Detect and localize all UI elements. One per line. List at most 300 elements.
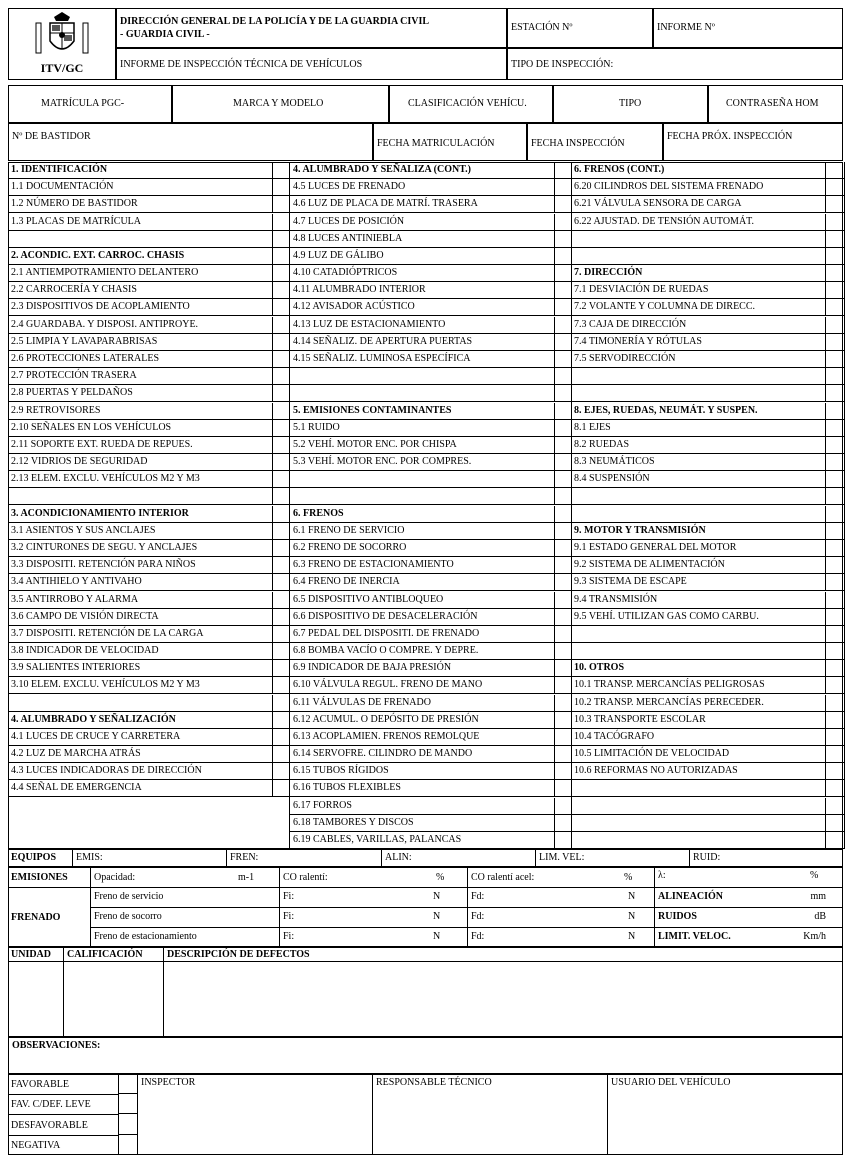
- checklist-checkbox[interactable]: [825, 592, 845, 609]
- checklist-checkbox[interactable]: [825, 746, 845, 763]
- lambda-unit: %: [810, 870, 819, 881]
- coat-of-arms-icon: [32, 11, 92, 59]
- checklist-item-label: 3.1 ASIENTOS Y SUS ANCLAJES: [8, 523, 272, 540]
- checklist-checkbox[interactable]: [272, 437, 290, 454]
- checklist-checkbox[interactable]: [272, 334, 290, 351]
- checklist-item-label: 5.2 VEHÍ. MOTOR ENC. POR CHISPA: [290, 437, 554, 454]
- checklist-checkbox[interactable]: [825, 763, 845, 780]
- checklist-item-label: 2.1 ANTIEMPOTRAMIENTO DELANTERO: [8, 265, 272, 282]
- checklist-checkbox[interactable]: [272, 660, 290, 677]
- checklist-item-label: 7.3 CAJA DE DIRECCIÓN: [571, 317, 825, 334]
- result-option-label: FAVORABLE: [11, 1079, 69, 1090]
- checklist-checkbox[interactable]: [825, 540, 845, 557]
- right-measure-unit: Km/h: [803, 931, 826, 942]
- checklist-item-label: 6.20 CILINDROS DEL SISTEMA FRENADO: [571, 179, 825, 196]
- report-number-label: INFORME Nº: [657, 22, 715, 33]
- freno-name: Freno de servicio: [94, 891, 164, 902]
- checklist-item-label: 6.16 TUBOS FLEXIBLES: [290, 780, 554, 797]
- checklist-item-label: 4.13 LUZ DE ESTACIONAMIENTO: [290, 317, 554, 334]
- result-option-label: FAV. C/DEF. LEVE: [11, 1099, 91, 1111]
- right-measure-unit: mm: [810, 891, 826, 902]
- section-heading: 1. IDENTIFICACIÓN: [8, 162, 272, 179]
- next-insp-field[interactable]: [663, 123, 843, 161]
- checklist-item-label: 6.10 VÁLVULA REGUL. FRENO DE MANO: [290, 677, 554, 694]
- checklist-item-label: 3.7 DISPOSITI. RETENCIÓN DE LA CARGA: [8, 626, 272, 643]
- report-number-field[interactable]: [653, 8, 843, 48]
- checklist-item-label: 6.4 FRENO DE INERCIA: [290, 574, 554, 591]
- section-heading: 10. OTROS: [571, 660, 825, 677]
- fi-unit: N: [433, 891, 441, 902]
- descripcion-input[interactable]: [164, 962, 842, 1036]
- checklist-checkbox[interactable]: [554, 574, 572, 591]
- checklist-checkbox[interactable]: [554, 420, 572, 437]
- checklist-empty-row: [571, 231, 825, 248]
- fi-field[interactable]: Fi:: [283, 931, 295, 942]
- checklist-item-label: 2.2 CARROCERÍA Y CHASIS: [8, 282, 272, 299]
- co-acel-label[interactable]: CO ralentí acel:: [471, 872, 535, 883]
- checklist-checkbox: [825, 523, 845, 540]
- checklist-checkbox[interactable]: [554, 214, 572, 231]
- checklist-checkbox[interactable]: [272, 282, 290, 299]
- checklist-item-label: 4.14 SEÑALIZ. DE APERTURA PUERTAS: [290, 334, 554, 351]
- inspector-signature-area[interactable]: [138, 1090, 372, 1154]
- inspection-type-field[interactable]: [507, 48, 843, 80]
- calificacion-header: CALIFICACIÓN: [67, 949, 143, 960]
- org-title-box: [116, 8, 507, 48]
- checklist-empty-row: [290, 471, 554, 488]
- checklist-item-label: 1.2 NÚMERO DE BASTIDOR: [8, 196, 272, 213]
- checklist-checkbox[interactable]: [554, 712, 572, 729]
- checklist-checkbox[interactable]: [272, 729, 290, 746]
- checklist-checkbox[interactable]: [825, 557, 845, 574]
- checklist-item-label: 9.4 TRANSMISIÓN: [571, 592, 825, 609]
- make-model-field[interactable]: [172, 85, 389, 123]
- checklist-checkbox[interactable]: [825, 282, 845, 299]
- checklist-checkbox[interactable]: [554, 248, 572, 265]
- checklist-item-label: 10.1 TRANSP. MERCANCÍAS PELIGROSAS: [571, 677, 825, 694]
- checklist-item-label: 4.9 LUZ DE GÁLIBO: [290, 248, 554, 265]
- checklist-checkbox[interactable]: [272, 403, 290, 420]
- checklist-checkbox[interactable]: [272, 299, 290, 316]
- section-heading: 6. FRENOS: [290, 506, 554, 523]
- inspector-label: INSPECTOR: [141, 1077, 196, 1088]
- section-heading: 8. EJES, RUEDAS, NEUMÁT. Y SUSPEN.: [571, 403, 825, 420]
- checklist-checkbox: [825, 403, 845, 420]
- checklist-item-label: 3.4 ANTIHIELO Y ANTIVAHO: [8, 574, 272, 591]
- checklist-checkbox[interactable]: [554, 351, 572, 368]
- make-model-label: MARCA Y MODELO: [233, 98, 324, 109]
- approval-label: CONTRASEÑA HOM: [726, 98, 819, 109]
- checklist-item-label: 6.6 DISPOSITIVO DE DESACELERACIÓN: [290, 609, 554, 626]
- reg-date-field[interactable]: [373, 123, 527, 161]
- result-checkbox[interactable]: [119, 1074, 137, 1094]
- checklist-item-label: 7.4 TIMONERÍA Y RÓTULAS: [571, 334, 825, 351]
- checklist-checkbox: [825, 506, 845, 523]
- co-ralenti-unit: %: [436, 872, 445, 883]
- checklist-item-label: 4.4 SEÑAL DE EMERGENCIA: [8, 780, 272, 797]
- checklist-checkbox[interactable]: [554, 265, 572, 282]
- type-field[interactable]: [553, 85, 708, 123]
- unidad-header: UNIDAD: [11, 949, 51, 960]
- checklist-checkbox[interactable]: [825, 677, 845, 694]
- checklist-checkbox[interactable]: [554, 729, 572, 746]
- checklist-item-label: 6.13 ACOPLAMIEN. FRENOS REMOLQUE: [290, 729, 554, 746]
- checklist-empty-row: [571, 626, 825, 643]
- org-line1: DIRECCIÓN GENERAL DE LA POLICÍA Y DE LA GUARDIA CIVIL: [120, 16, 430, 27]
- checklist-checkbox[interactable]: [554, 763, 572, 780]
- checklist-item-label: 6.7 PEDAL DEL DISPOSITI. DE FRENADO: [290, 626, 554, 643]
- checklist-checkbox[interactable]: [554, 282, 572, 299]
- equipos-label: EQUIPOS: [11, 852, 57, 863]
- station-field[interactable]: [507, 8, 653, 48]
- header-logo-box: [8, 8, 116, 80]
- checklist-checkbox[interactable]: [825, 334, 845, 351]
- checklist-item-label: 9.3 SISTEMA DE ESCAPE: [571, 574, 825, 591]
- checklist-item-label: 6.1 FRENO DE SERVICIO: [290, 523, 554, 540]
- checklist-checkbox[interactable]: [825, 299, 845, 316]
- checklist-checkbox: [554, 506, 572, 523]
- lambda-label[interactable]: λ:: [658, 870, 666, 881]
- checklist-item-label: 3.9 SALIENTES INTERIORES: [8, 660, 272, 677]
- equipos-emis[interactable]: EMIS:: [76, 852, 103, 863]
- checklist-checkbox[interactable]: [272, 179, 290, 196]
- fd-unit: N: [628, 911, 636, 922]
- frenado-label: FRENADO: [11, 912, 61, 923]
- checklist-item-label: 10.4 TACÓGRAFO: [571, 729, 825, 746]
- checklist-checkbox[interactable]: [272, 454, 290, 471]
- checklist-item-label: 2.12 VIDRIOS DE SEGURIDAD: [8, 454, 272, 471]
- checklist-checkbox: [825, 162, 845, 179]
- checklist-item-label: 2.5 LIMPIA Y LAVAPARABRISAS: [8, 334, 272, 351]
- checklist-item-label: 4.15 SEÑALIZ. LUMINOSA ESPECÍFICA: [290, 351, 554, 368]
- column-divider: [844, 162, 845, 849]
- checklist-item-label: 3.2 CINTURONES DE SEGU. Y ANCLAJES: [8, 540, 272, 557]
- equipos-fren[interactable]: FREN:: [230, 852, 259, 863]
- checklist-checkbox[interactable]: [272, 609, 290, 626]
- checklist-checkbox: [272, 695, 290, 712]
- checklist-checkbox[interactable]: [554, 832, 572, 849]
- checklist-checkbox[interactable]: [554, 454, 572, 471]
- checklist-checkbox: [825, 832, 845, 849]
- checklist-checkbox[interactable]: [554, 677, 572, 694]
- checklist-item-label: 9.2 SISTEMA DE ALIMENTACIÓN: [571, 557, 825, 574]
- result-option-label: NEGATIVA: [11, 1139, 61, 1151]
- checklist-checkbox[interactable]: [825, 179, 845, 196]
- checklist-checkbox[interactable]: [825, 437, 845, 454]
- checklist-item-label: 9.5 VEHÍ. UTILIZAN GAS COMO CARBU.: [571, 609, 825, 626]
- checklist-item-label: 3.5 ANTIRROBO Y ALARMA: [8, 592, 272, 609]
- checklist-checkbox: [272, 506, 290, 523]
- checklist-checkbox[interactable]: [272, 643, 290, 660]
- checklist-item-label: 4.5 LUCES DE FRENADO: [290, 179, 554, 196]
- checklist-item-label: 5.3 VEHÍ. MOTOR ENC. POR COMPRES.: [290, 454, 554, 471]
- checklist-checkbox[interactable]: [272, 677, 290, 694]
- checklist-empty-row: [290, 385, 554, 402]
- co-acel-unit: %: [624, 872, 633, 883]
- checklist-item-label: 6.9 INDICADOR DE BAJA PRESIÓN: [290, 660, 554, 677]
- checklist-checkbox: [825, 660, 845, 677]
- checklist-empty-row: [571, 780, 825, 797]
- checklist-item-label: 7.5 SERVODIRECCIÓN: [571, 351, 825, 368]
- checklist-empty-row: [571, 506, 825, 523]
- checklist-checkbox[interactable]: [272, 385, 290, 402]
- checklist-checkbox[interactable]: [272, 471, 290, 488]
- checklist-checkbox[interactable]: [554, 179, 572, 196]
- checklist-checkbox[interactable]: [554, 815, 572, 832]
- fd-unit: N: [628, 891, 636, 902]
- checklist-item-label: 6.17 FORROS: [290, 798, 554, 815]
- checklist-item-label: 4.8 LUCES ANTINIEBLA: [290, 231, 554, 248]
- right-measure-label: LIMIT. VELOC.: [658, 931, 731, 942]
- opacidad-unit: m-1: [238, 872, 255, 883]
- checklist-item-label: 3.3 DISPOSITI. RETENCIÓN PARA NIÑOS: [8, 557, 272, 574]
- checklist-empty-row: [8, 231, 272, 248]
- inspection-type-label: TIPO DE INSPECCIÓN:: [511, 59, 614, 70]
- checklist-item-label: 4.2 LUZ DE MARCHA ATRÁS: [8, 746, 272, 763]
- checklist-checkbox[interactable]: [554, 746, 572, 763]
- classification-label: CLASIFICACIÓN VEHÍCU.: [408, 98, 527, 109]
- result-checkbox[interactable]: [119, 1115, 137, 1135]
- checklist-item-label: 2.7 PROTECCIÓN TRASERA: [8, 368, 272, 385]
- result-divider: [8, 1135, 118, 1136]
- checklist-item-label: 7.1 DESVIACIÓN DE RUEDAS: [571, 282, 825, 299]
- checklist-checkbox[interactable]: [272, 351, 290, 368]
- checklist-empty-row: [571, 248, 825, 265]
- checklist-checkbox[interactable]: [272, 574, 290, 591]
- checklist-item-label: 3.8 INDICADOR DE VELOCIDAD: [8, 643, 272, 660]
- checklist-empty-row: [571, 815, 825, 832]
- usuario-signature-area[interactable]: [608, 1090, 842, 1154]
- checklist-checkbox[interactable]: [825, 712, 845, 729]
- checklist-checkbox[interactable]: [825, 574, 845, 591]
- equipos-alin[interactable]: ALIN:: [385, 852, 412, 863]
- checklist-checkbox[interactable]: [825, 351, 845, 368]
- insp-date-field[interactable]: [527, 123, 663, 161]
- checklist-checkbox[interactable]: [825, 729, 845, 746]
- checklist-checkbox[interactable]: [554, 231, 572, 248]
- checklist-item-label: 2.10 SEÑALES EN LOS VEHÍCULOS: [8, 420, 272, 437]
- checklist-checkbox: [272, 248, 290, 265]
- checklist-item-label: 2.4 GUARDABA. Y DISPOSI. ANTIPROYE.: [8, 317, 272, 334]
- checklist-item-label: 4.11 ALUMBRADO INTERIOR: [290, 282, 554, 299]
- checklist-checkbox[interactable]: [554, 540, 572, 557]
- checklist-item-label: 2.6 PROTECCIONES LATERALES: [8, 351, 272, 368]
- checklist-checkbox[interactable]: [272, 368, 290, 385]
- checklist-item-label: 10.2 TRANSP. MERCANCÍAS PERECEDER.: [571, 695, 825, 712]
- equipos-ruid[interactable]: RUID:: [693, 852, 721, 863]
- checklist-item-label: 4.12 AVISADOR ACÚSTICO: [290, 299, 554, 316]
- report-title-box: [116, 48, 507, 80]
- checklist-checkbox: [825, 368, 845, 385]
- next-insp-label: FECHA PRÓX. INSPECCIÓN: [667, 131, 793, 142]
- checklist-checkbox[interactable]: [272, 780, 290, 797]
- checklist-checkbox: [554, 385, 572, 402]
- checklist-empty-row: [571, 798, 825, 815]
- checklist-checkbox: [272, 712, 290, 729]
- checklist-checkbox: [272, 231, 290, 248]
- checklist-checkbox[interactable]: [554, 557, 572, 574]
- section-heading: 4. ALUMBRADO Y SEÑALIZACIÓN: [8, 712, 272, 729]
- checklist-checkbox: [554, 368, 572, 385]
- checklist-checkbox[interactable]: [272, 592, 290, 609]
- checklist-checkbox[interactable]: [272, 265, 290, 282]
- result-divider: [8, 1094, 118, 1095]
- section-heading: 4. ALUMBRADO Y SEÑALIZA (CONT.): [290, 162, 554, 179]
- reg-date-label: FECHA MATRICULACIÓN: [377, 138, 495, 149]
- checklist-checkbox[interactable]: [554, 626, 572, 643]
- classification-field[interactable]: [389, 85, 553, 123]
- checklist-item-label: 6.14 SERVOFRE. CILINDRO DE MANDO: [290, 746, 554, 763]
- checklist-checkbox[interactable]: [825, 471, 845, 488]
- right-measure-label: ALINEACIÓN: [658, 891, 724, 902]
- checklist-item-label: 8.4 SUSPENSIÓN: [571, 471, 825, 488]
- right-measure-label: RUIDOS: [658, 911, 697, 922]
- checklist-item-label: 10.6 REFORMAS NO AUTORIZADAS: [571, 763, 825, 780]
- checklist-empty-row: [290, 368, 554, 385]
- checklist-item-label: 6.3 FRENO DE ESTACIONAMIENTO: [290, 557, 554, 574]
- section-heading: 5. EMISIONES CONTAMINANTES: [290, 403, 554, 420]
- checklist-checkbox[interactable]: [272, 317, 290, 334]
- checklist-item-label: 6.19 CABLES, VARILLAS, PALANCAS: [290, 832, 554, 849]
- checklist-item-label: 6.15 TUBOS RÍGIDOS: [290, 763, 554, 780]
- checklist-item-label: 2.13 ELEM. EXCLU. VEHÍCULOS M2 Y M3: [8, 471, 272, 488]
- checklist-item-label: 6.2 FRENO DE SOCORRO: [290, 540, 554, 557]
- checklist-checkbox[interactable]: [825, 609, 845, 626]
- checklist-item-label: 6.11 VÁLVULAS DE FRENADO: [290, 695, 554, 712]
- type-label: TIPO: [619, 98, 642, 109]
- fd-unit: N: [628, 931, 636, 942]
- equipos-limvel[interactable]: LIM. VEL:: [539, 852, 585, 863]
- checklist-item-label: 6.18 TAMBORES Y DISCOS: [290, 815, 554, 832]
- chassis-field[interactable]: [8, 123, 373, 161]
- checklist-checkbox[interactable]: [554, 643, 572, 660]
- checklist-empty-row: [571, 832, 825, 849]
- checklist-checkbox[interactable]: [554, 798, 572, 815]
- chassis-label: Nº DE BASTIDOR: [12, 131, 91, 142]
- checklist-checkbox[interactable]: [825, 420, 845, 437]
- checklist-checkbox[interactable]: [272, 214, 290, 231]
- checklist-item-label: 8.3 NEUMÁTICOS: [571, 454, 825, 471]
- checklist-checkbox[interactable]: [825, 695, 845, 712]
- checklist-checkbox[interactable]: [554, 523, 572, 540]
- result-checkbox[interactable]: [119, 1094, 137, 1114]
- fd-field[interactable]: Fd:: [471, 911, 485, 922]
- co-ralenti-label[interactable]: CO ralentí:: [283, 872, 328, 883]
- checklist-item-label: 3.6 CAMPO DE VISIÓN DIRECTA: [8, 609, 272, 626]
- checklist-checkbox[interactable]: [825, 317, 845, 334]
- checklist-checkbox[interactable]: [554, 780, 572, 797]
- observaciones-box[interactable]: [8, 1037, 843, 1074]
- checklist-checkbox[interactable]: [554, 299, 572, 316]
- plate-field[interactable]: [8, 85, 172, 123]
- section-heading: 9. MOTOR Y TRANSMISIÓN: [571, 523, 825, 540]
- checklist-checkbox[interactable]: [554, 437, 572, 454]
- fi-field[interactable]: Fi:: [283, 911, 295, 922]
- checklist-checkbox[interactable]: [272, 540, 290, 557]
- checklist-checkbox[interactable]: [825, 454, 845, 471]
- checklist-item-label: 2.3 DISPOSITIVOS DE ACOPLAMIENTO: [8, 299, 272, 316]
- checklist-checkbox: [825, 265, 845, 282]
- checklist-item-label: 6.8 BOMBA VACÍO O COMPRE. Y DEPRE.: [290, 643, 554, 660]
- logo-label: ITV/GC: [40, 61, 84, 75]
- checklist-checkbox: [554, 403, 572, 420]
- checklist-empty-row: [571, 368, 825, 385]
- responsable-signature-area[interactable]: [373, 1090, 607, 1154]
- checklist-checkbox: [272, 162, 290, 179]
- checklist-checkbox: [825, 815, 845, 832]
- checklist-checkbox[interactable]: [554, 660, 572, 677]
- fi-unit: N: [433, 931, 441, 942]
- checklist-checkbox[interactable]: [272, 626, 290, 643]
- checklist-checkbox: [554, 162, 572, 179]
- freno-name: Freno de estacionamiento: [94, 931, 197, 942]
- plate-label: MATRÍCULA PGC-: [41, 98, 125, 109]
- unidad-input[interactable]: [9, 962, 63, 1036]
- fi-field[interactable]: Fi:: [283, 891, 295, 902]
- checklist-checkbox[interactable]: [272, 420, 290, 437]
- station-label: ESTACIÓN Nº: [511, 22, 573, 33]
- checklist-item-label: 1.3 PLACAS DE MATRÍCULA: [8, 214, 272, 231]
- checklist-checkbox[interactable]: [554, 334, 572, 351]
- checklist-item-label: 4.1 LUCES DE CRUCE Y CARRETERA: [8, 729, 272, 746]
- checklist-checkbox[interactable]: [272, 763, 290, 780]
- checklist-item-label: 8.1 EJES: [571, 420, 825, 437]
- checklist-item-label: 4.6 LUZ DE PLACA DE MATRÍ. TRASERA: [290, 196, 554, 213]
- freno-name: Freno de socorro: [94, 911, 162, 922]
- checklist-checkbox[interactable]: [554, 196, 572, 213]
- checklist-checkbox[interactable]: [272, 746, 290, 763]
- checklist-checkbox[interactable]: [554, 592, 572, 609]
- checklist-checkbox: [272, 488, 290, 505]
- checklist-checkbox[interactable]: [825, 196, 845, 213]
- approval-field[interactable]: [708, 85, 843, 123]
- observaciones-label: OBSERVACIONES:: [12, 1040, 101, 1051]
- calificacion-input[interactable]: [64, 962, 163, 1036]
- checklist-empty-row: [571, 385, 825, 402]
- fd-field[interactable]: Fd:: [471, 931, 485, 942]
- descripcion-header: DESCRIPCIÓN DE DEFECTOS: [167, 949, 310, 960]
- checklist-checkbox[interactable]: [272, 557, 290, 574]
- checklist-checkbox: [825, 798, 845, 815]
- checklist-checkbox[interactable]: [272, 196, 290, 213]
- opacidad-label[interactable]: Opacidad:: [94, 872, 136, 883]
- checklist-item-label: 9.1 ESTADO GENERAL DEL MOTOR: [571, 540, 825, 557]
- checklist-item-label: 10.5 LIMITACIÓN DE VELOCIDAD: [571, 746, 825, 763]
- usuario-label: USUARIO DEL VEHÍCULO: [611, 1077, 731, 1088]
- checklist-checkbox[interactable]: [554, 609, 572, 626]
- responsable-label: RESPONSABLE TÉCNICO: [376, 1077, 492, 1088]
- result-checkbox[interactable]: [119, 1135, 137, 1155]
- section-heading: 3. ACONDICIONAMIENTO INTERIOR: [8, 506, 272, 523]
- checklist-checkbox: [825, 231, 845, 248]
- checklist-item-label: 4.10 CATADIÓPTRICOS: [290, 265, 554, 282]
- checklist-checkbox[interactable]: [554, 317, 572, 334]
- right-measure-unit: dB: [814, 911, 826, 922]
- report-title: INFORME DE INSPECCIÓN TÉCNICA DE VEHÍCULOS: [120, 59, 363, 70]
- checklist-checkbox: [554, 471, 572, 488]
- fi-unit: N: [433, 911, 441, 922]
- checklist-checkbox[interactable]: [554, 695, 572, 712]
- checklist-empty-row: [290, 488, 554, 505]
- checklist-checkbox[interactable]: [825, 214, 845, 231]
- checklist-checkbox[interactable]: [272, 523, 290, 540]
- fd-field[interactable]: Fd:: [471, 891, 485, 902]
- checklist-item-label: 2.11 SOPORTE EXT. RUEDA DE REPUES.: [8, 437, 272, 454]
- checklist-item-label: 6.22 AJUSTAD. DE TENSIÓN AUTOMÁT.: [571, 214, 825, 231]
- checklist-item-label: 2.8 PUERTAS Y PELDAÑOS: [8, 385, 272, 402]
- section-heading: 2. ACONDIC. EXT. CARROC. CHASIS: [8, 248, 272, 265]
- checklist-checkbox: [825, 643, 845, 660]
